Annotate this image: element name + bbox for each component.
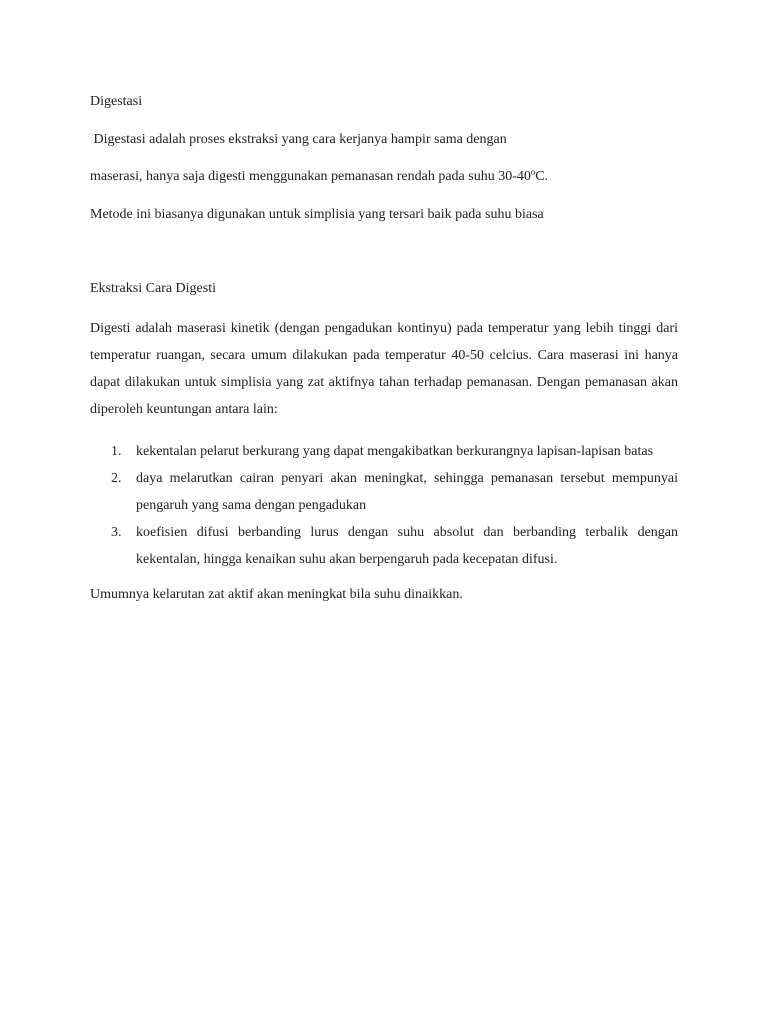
list-item <box>90 519 678 573</box>
closing-sentence: Umumnya kelarutan zat aktif akan meningkat bila suhu dinaikkan. <box>90 587 463 602</box>
advantages-list <box>90 438 678 573</box>
list-item <box>90 465 678 519</box>
heading-digestasi: Digestasi <box>90 94 143 109</box>
list-item <box>90 438 678 465</box>
document-body <box>90 92 678 605</box>
heading-ekstraksi-cara-digesti: Ekstraksi Cara Digesti <box>90 281 216 296</box>
list-number: 3. <box>111 525 122 540</box>
list-text: koefisien difusi berbanding lurus dengan suhu absolut dan berbanding terbalik dengan kekentalan, hingga kenaikan suhu akan berpengaruh pada kecepatan difusi. <box>136 525 678 567</box>
list-number: 1. <box>111 444 122 459</box>
list-text: daya melarutkan cairan penyari akan meningkat, sehingga pemanasan tersebut mempunyai pengaruh yang sama dengan pengadukan <box>136 471 678 513</box>
digesti-paragraph: Digesti adalah maserasi kinetik (dengan pengadukan kontinyu) pada temperatur yang lebih tinggi dari temperatur ruangan, secara umum dilakukan pada temperatur 40-50 celcius. Cara maserasi ini hanya dapat dilakukan untuk simplisia yang zat aktifnya tahan terhadap pemanasan. Dengan pemanasan akan diperoleh keuntungan antara lain: <box>90 321 678 417</box>
digestasi-line-1: Digestasi adalah proses ekstraksi yang cara kerjanya hampir sama dengan <box>90 132 507 147</box>
list-text: kekentalan pelarut berkurang yang dapat mengakibatkan berkurangnya lapisan-lapisan batas <box>136 444 654 459</box>
digestasi-line-2: maserasi, hanya saja digesti menggunakan pemanasan rendah pada suhu 30-40ºC. <box>90 169 549 184</box>
list-number: 2. <box>111 471 122 486</box>
digestasi-line-3: Metode ini biasanya digunakan untuk simplisia yang tersari baik pada suhu biasa <box>90 207 544 222</box>
